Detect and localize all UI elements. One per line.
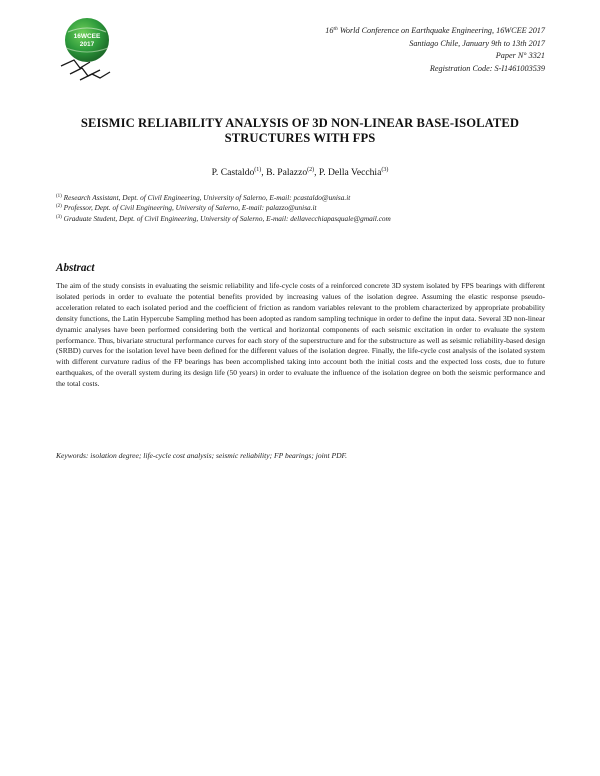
- conference-name-rest: World Conference on Earthquake Engineering, 16WCEE 2017: [337, 26, 545, 35]
- conference-ordinal-number: 16: [325, 26, 334, 35]
- affiliation-item: [56, 193, 556, 203]
- conference-ordinal-suffix: th: [333, 26, 338, 32]
- affiliation-text: Research Assistant, Dept. of Civil Engineering, University of Salerno, E-mail: pcastaldo@unisa.it: [63, 193, 351, 202]
- paper-title-line-1: SEISMIC RELIABILITY ANALYSIS OF 3D NON-LINEAR BASE-ISOLATED: [80, 116, 520, 130]
- paper-title-line-2: STRUCTURES WITH FPS: [224, 131, 376, 145]
- author-name: B. Palazzo: [266, 167, 308, 178]
- conference-header: [185, 25, 545, 76]
- affiliation-item: [56, 214, 556, 224]
- keywords: Keywords: isolation degree; life-cycle cost analysis; seismic reliability; FP bearings; joint PDF.: [56, 451, 348, 460]
- affiliation-text: Professor, Dept. of Civil Engineering, University of Salerno, E-mail: palazzo@unisa.it: [63, 203, 317, 213]
- author-list: [40, 167, 560, 178]
- paper-number: Paper N° 3321: [495, 51, 545, 61]
- logo-graphic: [56, 8, 118, 82]
- abstract-heading: Abstract: [56, 262, 95, 274]
- affiliation-item: [56, 203, 556, 213]
- affiliation-text: Graduate Student, Dept. of Civil Engineering, University of Salerno, E-mail: dellavecchiapasquale@gmail.com: [63, 213, 391, 223]
- affiliation-mark: (1): [56, 194, 62, 199]
- logo-globe: [65, 18, 109, 62]
- conference-logo: [56, 8, 118, 82]
- affiliation-list: [56, 193, 556, 224]
- author-name: P. Castaldo: [211, 167, 255, 178]
- conference-location-date: Santiago Chile, January 9th to 13th 2017: [409, 38, 545, 48]
- author-name: P. Della Vecchia: [318, 167, 382, 178]
- abstract-body: The aim of the study consists in evaluating the seismic reliability and life-cycle costs of a reinforced concrete 3D system isolated by FPS bearings with different isolated periods in order to evaluate the potential benefits provided by increasing values of the isolation degree. Assuming the elastic response pseudo-acceleration related to each isolated period and the coefficient of friction as random variables relevant to the problem characterized by appropriate probability density functions, the Latin Hypercube Sampling method has been adopted as random sampling technique in order to define the input data. Several 3D non-linear dynamic analyses have been performed considering both the vertical and horizontal components of each seismic excitation in order to evaluate the system performance. Thus, bivariate structural performance curves for each story of the superstructure and for the substructure as well as seismic reliability-based design (SRBD) curves for the isolation level have been defined for the different values of the isolation degree. Finally, the life-cycle cost analysis of the isolated system with different curvature radius of the FP bearings has been accomplished taking into account both the initial costs and the expected loss costs, due to future earthquakes, of the overall system during its design life (50 years) in order to evaluate the influence of the isolation degree on both the seismic performance and the total costs.: [56, 281, 545, 389]
- logo-text-1: 16WCEE: [73, 33, 101, 40]
- author-mark: (2): [307, 167, 315, 173]
- conference-name: [185, 25, 545, 38]
- affiliation-mark: (3): [56, 214, 62, 220]
- logo-text-2: 2017: [79, 41, 95, 48]
- affiliation-mark: (2): [56, 204, 62, 210]
- paper-title: [40, 116, 560, 146]
- author-separator: ,: [261, 167, 267, 178]
- author-mark: (1): [254, 167, 262, 173]
- registration-code: Registration Code: S-I1461003539: [429, 64, 545, 74]
- author-mark: (3): [381, 167, 389, 173]
- author-separator: ,: [314, 167, 319, 178]
- logo-crack-lines: [61, 60, 110, 80]
